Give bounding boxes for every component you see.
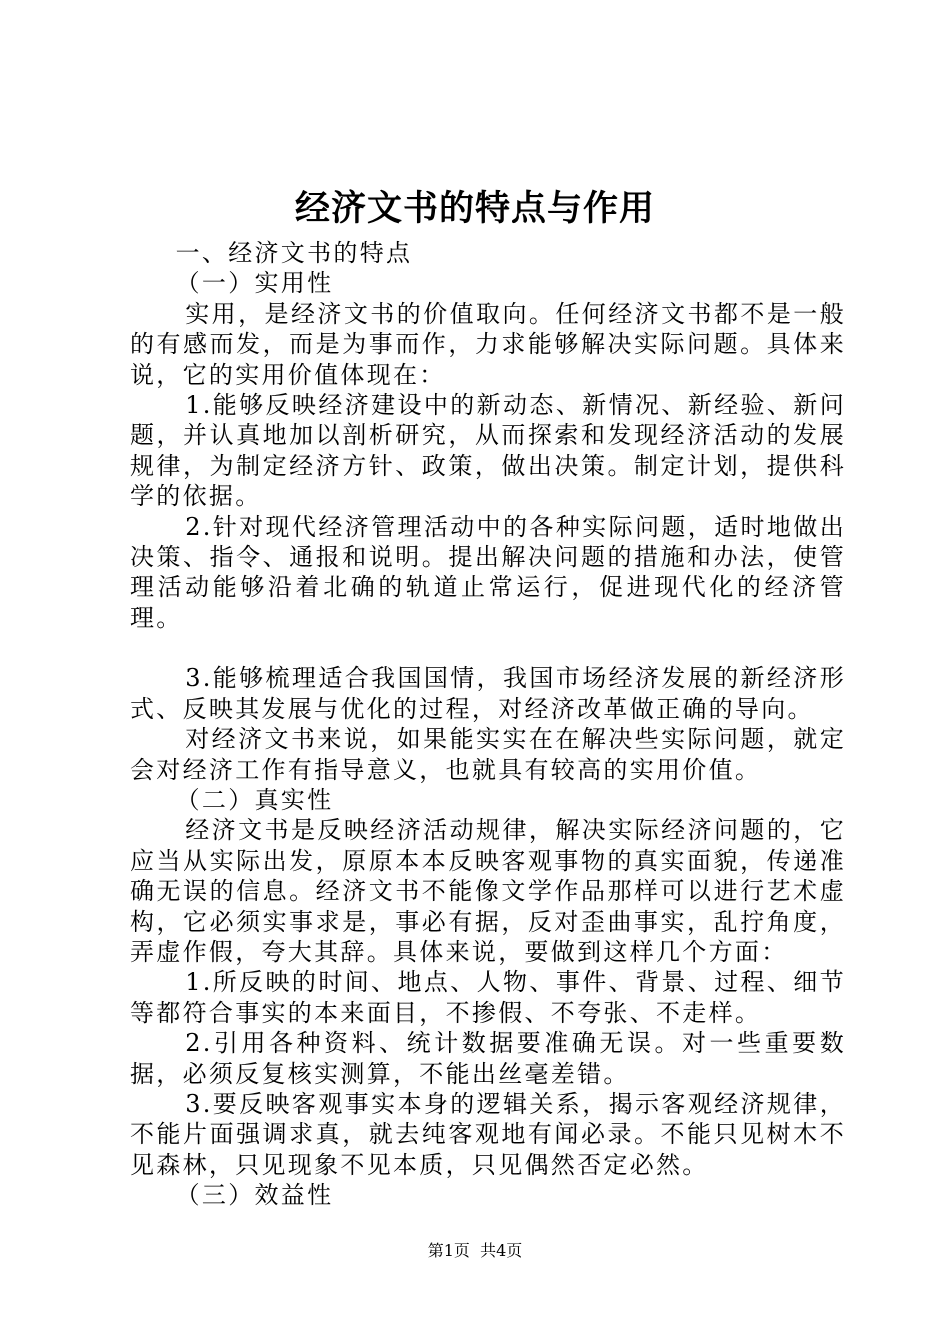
paragraph: 实用，是经济文书的价值取向。任何经济文书都不是一般的有感而发，而是为事而作，力求能够解决实际问题。具体来说，它的实用价值体现在： [130,299,846,389]
paragraph: 3.能够梳理适合我国国情，我国市场经济发展的新经济形式、反映其发展与优化的过程，对经济改革做正确的导向。 [130,664,846,723]
paragraph: 2.引用各种资料、统计数据要准确无误。对一些重要数据，必须反复核实测算，不能出丝毫差错。 [130,1029,846,1088]
paragraph: 2.针对现代经济管理活动中的各种实际问题，适时地做出决策、指令、通报和说明。提出解决问题的措施和办法，使管理活动能够沿着北确的轨道止常运行，促进现代化的经济管理。 [130,512,846,632]
paragraph: 经济文书是反映经济活动规律，解决实际经济问题的，它应当从实际出发，原原本本反映客观事物的真实面貌，传递准确无误的信息。经济文书不能像文学作品那样可以进行艺术虚构，它必须实事求是，事必有据，反对歪曲事实，乱拧角度，弄虚作假，夸大其辞。具体来说，要做到这样几个方面： [130,816,846,966]
subsection-heading: （一）实用性 [175,269,334,298]
paragraph: 1.能够反映经济建设中的新动态、新情况、新经验、新问题，并认真地加以剖析研究，从而探索和发现经济活动的发展规律，为制定经济方针、政策，做出决策。制定计划，提供科学的依据。 [130,391,846,511]
page-number: 第1页 [427,1241,470,1260]
document-title: 经济文书的特点与作用 [294,188,655,229]
paragraph: 对经济文书来说，如果能实实在在解决些实际问题，就定会对经济工作有指导意义，也就具有较高的实用价值。 [130,725,846,784]
page-total: 共4页 [480,1241,523,1260]
subsection-heading: （二）真实性 [175,785,334,814]
section-heading: 一、经济文书的特点 [175,239,413,267]
paragraph: 1.所反映的时间、地点、人物、事件、背景、过程、细节等都符合事实的本来面目，不掺假、不夸张、不走样。 [130,968,846,1027]
document-body [130,238,846,1211]
paragraph: 3.要反映客观事实本身的逻辑关系，揭示客观经济规律，不能片面强调求真，就去纯客观地有闻必录。不能只见树木不见森林，只见现象不见本质，只见偶然否定必然。 [130,1089,846,1179]
page-footer [0,1240,950,1262]
subsection-heading: （三）效益性 [175,1181,334,1210]
